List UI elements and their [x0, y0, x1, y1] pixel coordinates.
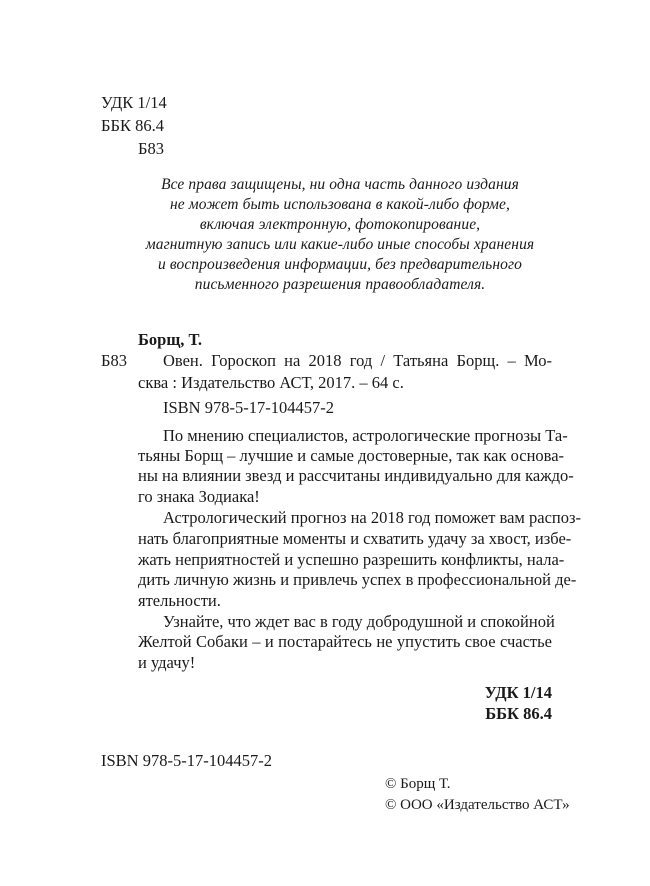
footer-udk: УДК 1/14 [484, 683, 552, 702]
annotation-line: и удачу! [138, 653, 196, 672]
bbk-code: ББК 86.4 [101, 116, 164, 135]
annotation-line: Желтой Собаки – и постарайтесь не упустить свое счастье [138, 632, 552, 651]
annotation-line: ны на влиянии звезд и рассчитаны индивидуально для каждо- [138, 466, 574, 485]
rights-line: не может быть использована в какой-либо форме, [170, 196, 510, 213]
catalog-isbn: ISBN 978-5-17-104457-2 [163, 398, 334, 417]
rights-line: и воспроизведения информации, без предварительного [158, 256, 522, 273]
rights-line: письменного разрешения правообладателя. [194, 276, 486, 293]
annotation-line: Узнайте, что ждет вас в году добродушной и спокойной [163, 612, 555, 631]
author-mark: Б83 [138, 139, 164, 158]
annotation-line: Астрологический прогноз на 2018 год поможет вам распоз- [163, 508, 581, 527]
annotation-line: По мнению специалистов, астрологические прогнозы Та- [163, 426, 568, 445]
udk-code: УДК 1/14 [101, 93, 167, 112]
annotation-line: тьяны Борщ – лучшие и самые достоверные, так как основа- [138, 446, 565, 465]
annotation-line: нать благоприятные моменты и схватить удачу за хвост, избе- [138, 529, 572, 548]
footer-bbk: ББК 86.4 [485, 704, 552, 723]
catalog-title-line: Овен. Гороскоп на 2018 год / Татьяна Борщ. – Мо- [163, 351, 552, 370]
rights-line: Все права защищены, ни одна часть данного издания [161, 176, 519, 193]
annotation-line: дить личную жизнь и привлечь успех в профессиональной де- [138, 570, 577, 589]
catalog-author-mark: Б83 [101, 351, 127, 370]
rights-line: магнитную запись или какие-либо иные способы хранения [145, 236, 535, 253]
copyright-author: © Борщ Т. [385, 776, 451, 792]
annotation-line: жать неприятностей и успешно разрешить конфликты, нала- [138, 550, 565, 569]
catalog-title-line: сква : Издательство АСТ, 2017. – 64 с. [138, 373, 404, 392]
rights-line: включая электронную, фотокопирование, [199, 216, 481, 233]
annotation-line: ятельности. [138, 591, 221, 610]
copyright-publisher: © ООО «Издательство АСТ» [385, 797, 570, 813]
catalog-author: Борщ, Т. [138, 330, 202, 349]
footer-isbn: ISBN 978-5-17-104457-2 [101, 751, 272, 770]
annotation-line: го знака Зодиака! [138, 487, 260, 506]
